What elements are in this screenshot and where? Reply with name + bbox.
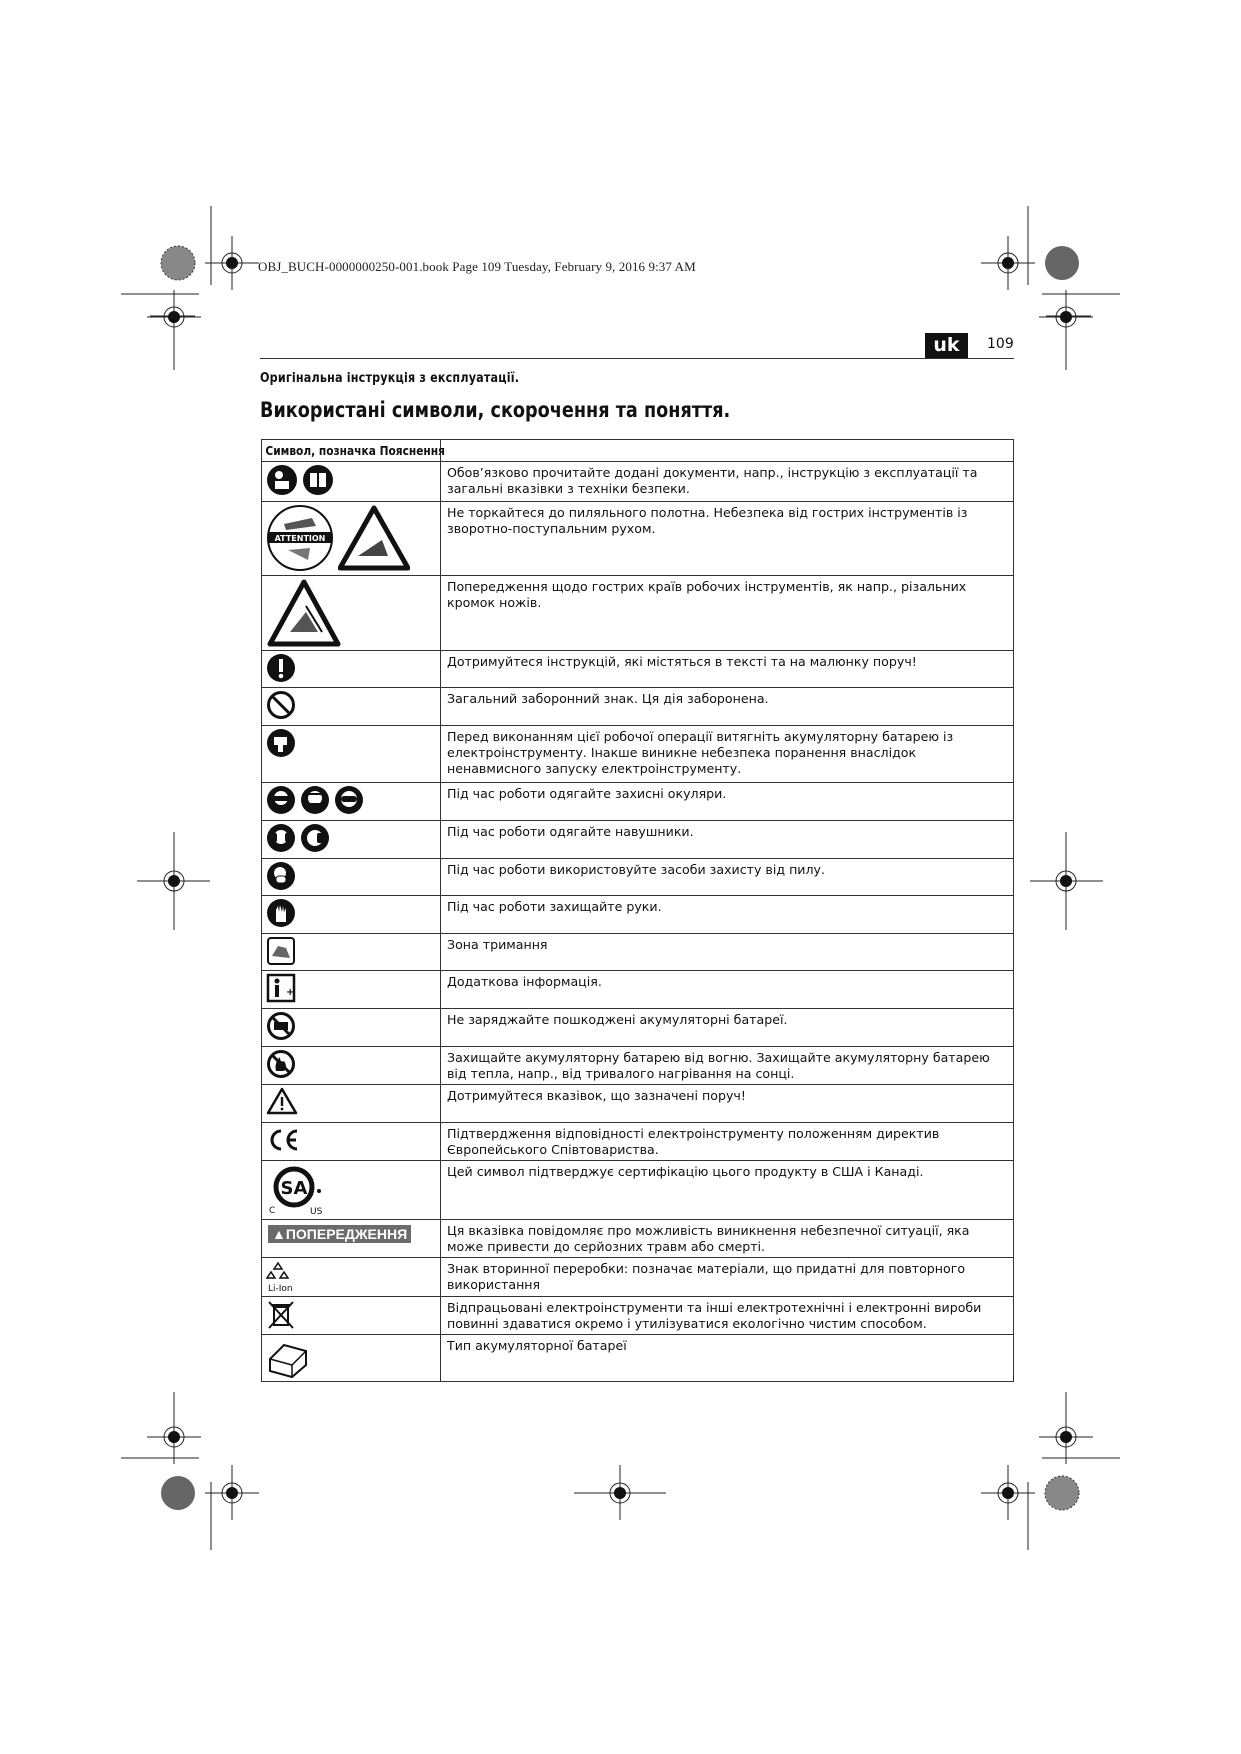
dust-mask-icon xyxy=(266,861,296,891)
svg-text:C: C xyxy=(269,1206,276,1216)
svg-text:SA: SA xyxy=(280,1178,308,1199)
sharp-edges-warning-icon xyxy=(266,578,342,648)
saw-warning-triangle-icon xyxy=(338,504,410,572)
svg-text:ATTENTION: ATTENTION xyxy=(274,534,326,543)
ce-mark-icon xyxy=(266,1125,300,1155)
saw-blade-attention-icon xyxy=(266,504,334,572)
goggles-full-icon xyxy=(334,785,364,815)
table-row: Підтвердження відповідності електроінструменту положенням директив Європейського Співтовариства. xyxy=(262,1123,1014,1161)
recycling-li-ion-icon xyxy=(266,1260,300,1294)
svg-text:US: US xyxy=(310,1207,323,1217)
svg-text:+: + xyxy=(286,987,295,998)
warning-label-text: ПОПЕРЕДЖЕННЯ xyxy=(285,1226,408,1242)
no-charging-damaged-icon xyxy=(266,1011,296,1041)
ear-protection-icon xyxy=(266,823,296,853)
warning-label-icon: ▲ПОПЕРЕДЖЕННЯ xyxy=(268,1225,411,1243)
table-row: ▲ПОПЕРЕДЖЕННЯ Ця вказівка повідомляє про можливість виникнення небезпечної ситуації, яка може привести до серйозних травм або смерті. xyxy=(262,1220,1014,1258)
no-fire-icon xyxy=(266,1049,296,1079)
table-row: Дотримуйтеся вказівок, що зазначені поруч! xyxy=(262,1085,1014,1123)
grip-zone-icon xyxy=(266,936,296,966)
table-header-label: Символ, позначка Пояснення xyxy=(265,443,445,458)
table-row: ATTENTION Не торкайтеся до пиляльного полотна. Небезпека від гострих інструментів із зворотно-поступальним рухом. xyxy=(262,502,1014,576)
prohibition-icon xyxy=(266,690,296,720)
table-row: Зона тримання xyxy=(262,934,1014,971)
table-row: Дотримуйтеся інструкцій, які містяться в тексті та на малюнку поруч! xyxy=(262,651,1014,688)
table-row: Попередження щодо гострих країв робочих інструментів, як напр., різальних кромок ножів. xyxy=(262,576,1014,651)
battery-type-icon xyxy=(266,1337,310,1379)
mandatory-action-icon xyxy=(266,653,296,683)
gloves-icon xyxy=(266,898,296,928)
earmuffs-icon xyxy=(300,823,330,853)
table-row: Під час роботи одягайте захисні окуляри. xyxy=(262,783,1014,821)
language-badge: uk xyxy=(925,333,968,359)
table-row: SA C US Цей символ підтверджує сертифікацію цього продукту в США і Канаді. xyxy=(262,1161,1014,1220)
symbols-table xyxy=(261,439,1014,1382)
section-subtitle: Оригінальна інструкція з експлуатації. xyxy=(260,371,520,386)
page-title: Використані символи, скорочення та поняття. xyxy=(260,398,731,422)
read-manual-icon xyxy=(266,464,298,496)
book-icon xyxy=(302,464,334,496)
csa-mark-icon xyxy=(266,1163,326,1217)
table-row: Обов’язково прочитайте додані документи, напр., інструкцію з експлуатації та загальні вказівки з техніки безпеки. xyxy=(262,462,1014,502)
page-number: 109 xyxy=(987,336,1014,352)
header-rule xyxy=(260,358,1014,359)
table-row: Li-Ion Знак вторинної переробки: позначає матеріали, що придатні для повторного використання xyxy=(262,1258,1014,1297)
remove-battery-icon xyxy=(266,728,296,758)
table-row: Під час роботи одягайте навушники. xyxy=(262,821,1014,859)
table-row: Під час роботи використовуйте засоби захисту від пилу. xyxy=(262,859,1014,896)
table-row: Тип акумуляторної батареї xyxy=(262,1335,1014,1382)
table-row: Захищайте акумуляторну батарею від вогню. Захищайте акумуляторну батарею від тепла, напр., від тривалого нагрівання на сонці. xyxy=(262,1047,1014,1085)
svg-text:Li-Ion: Li-Ion xyxy=(268,1284,293,1294)
weee-bin-icon xyxy=(266,1299,296,1331)
print-header: OBJ_BUCH-0000000250-001.book Page 109 Tuesday, February 9, 2016 9:37 AM xyxy=(258,259,696,274)
caution-triangle-icon xyxy=(266,1087,298,1115)
table-row: Відпрацьовані електроінструменти та інші електротехнічні і електронні вироби повинні здаватися окремо і утилізуватися екологічно чистим способом. xyxy=(262,1297,1014,1335)
table-header-cell xyxy=(262,440,445,462)
table-row: Не заряджайте пошкоджені акумуляторні батареї. xyxy=(262,1009,1014,1047)
table-row: Загальний заборонний знак. Ця дія заборонена. xyxy=(262,688,1014,726)
table-row: Під час роботи захищайте руки. xyxy=(262,896,1014,934)
table-row: Перед виконанням цієї робочої операції витягніть акумуляторну батарею із електроінструменту. Інакше виникне небезпека поранення внаслідок ненавмисного запуску електроінструменту. xyxy=(262,726,1014,783)
face-shield-icon xyxy=(300,785,330,815)
table-row: + Додаткова інформація. xyxy=(262,971,1014,1009)
safety-goggles-icon xyxy=(266,785,296,815)
info-icon xyxy=(266,973,296,1003)
table-header-row xyxy=(262,440,1014,462)
